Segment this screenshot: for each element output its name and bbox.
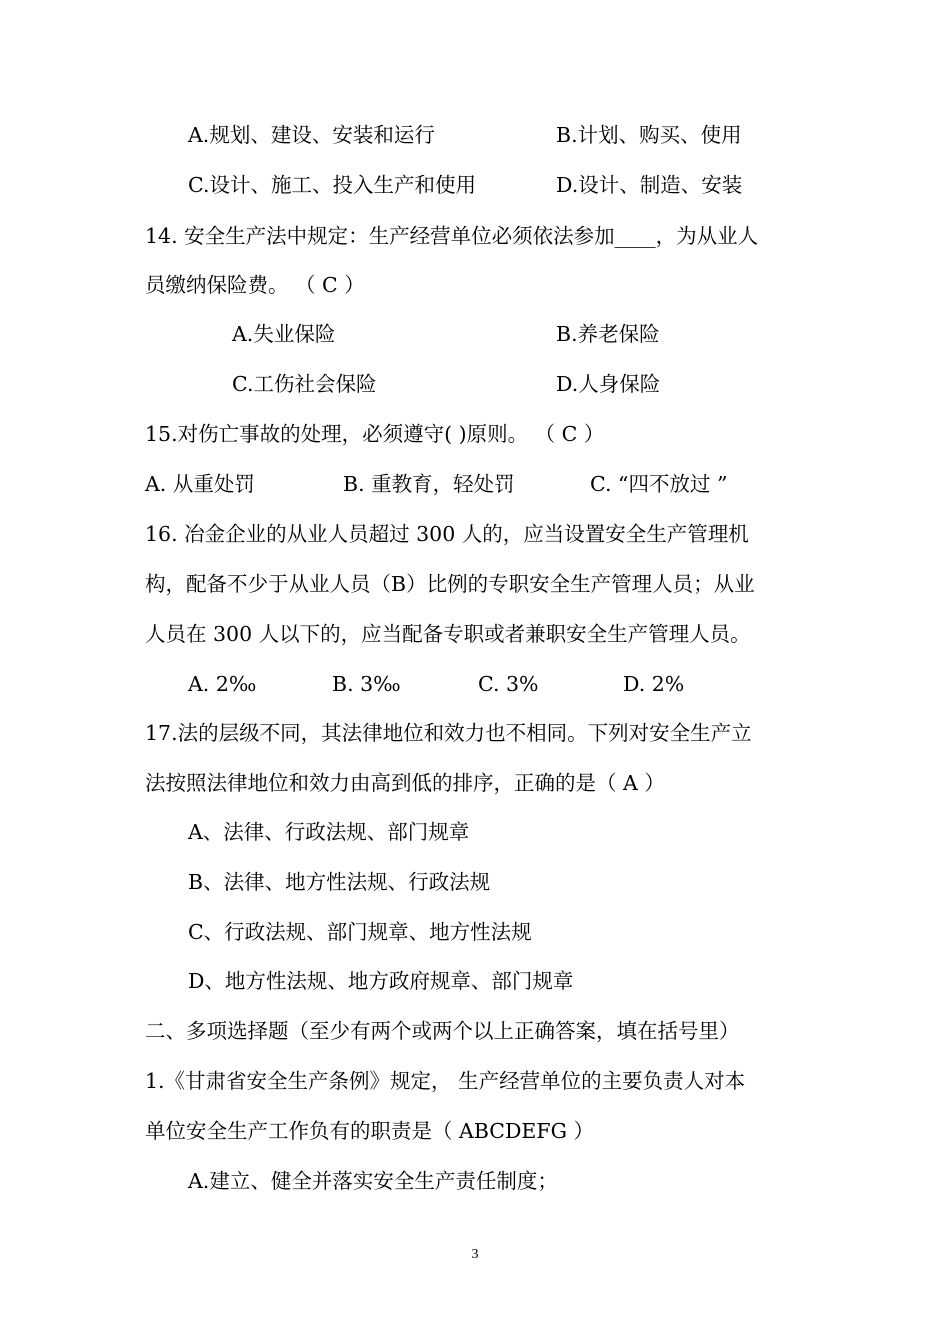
q14-option-b: B.养老保险 (556, 322, 660, 346)
q16-option-b: B. 3‰ (332, 672, 401, 696)
q17-option-d: D、地方性法规、地方政府规章、部门规章 (188, 969, 574, 993)
q15-option-a: A. 从重处罚 (145, 472, 255, 496)
q17-text-line1: 17.法的层级不同，其法律地位和效力也不相同。下列对安全生产立 (145, 721, 752, 745)
page-number: 3 (471, 1247, 479, 1262)
q13-option-b: B.计划、购买、使用 (556, 123, 742, 147)
q15-text-line1: 15.对伤亡事故的处理，必须遵守( )原则。 （ C ） (145, 422, 605, 446)
q14-option-d: D.人身保险 (556, 372, 661, 396)
section-heading: 二、多项选择题（至少有两个或两个以上正确答案，填在括号里） (145, 1019, 740, 1043)
q17-option-c: C、行政法规、部门规章、地方性法规 (188, 920, 532, 944)
q15-option-b: B. 重教育，轻处罚 (343, 472, 515, 496)
q15-option-c: C. “四不放过 ” (590, 472, 728, 496)
q16-option-d: D. 2% (623, 672, 685, 696)
q16-text-line1: 16. 冶金企业的从业人员超过 300 人的，应当设置安全生产管理机 (145, 522, 749, 546)
q17-option-b: B、法律、地方性法规、行政法规 (188, 870, 491, 894)
q14-option-a: A.失业保险 (232, 322, 336, 346)
mq1-text-line2: 单位安全生产工作负有的职责是（ ABCDEFG ） (145, 1119, 594, 1143)
q16-text-line3: 人员在 300 人以下的，应当配备专职或者兼职安全生产管理人员。 (145, 622, 751, 646)
q16-text-line2: 构，配备不少于从业人员（B）比例的专职安全生产管理人员；从业 (145, 572, 755, 596)
q13-option-a: A.规划、建设、安装和运行 (188, 123, 435, 147)
q13-option-c: C.设计、施工、投入生产和使用 (188, 173, 476, 197)
q16-option-a: A. 2‰ (188, 672, 257, 696)
q17-text-line2: 法按照法律地位和效力由高到低的排序，正确的是（ A ） (145, 771, 665, 795)
q13-option-d: D.设计、制造、安装 (556, 173, 743, 197)
q14-option-c: C.工伤社会保险 (232, 372, 377, 396)
q14-text-line2: 员缴纳保险费。 （ C ） (145, 273, 365, 297)
mq1-text-line1: 1.《甘肃省安全生产条例》规定， 生产经营单位的主要负责人对本 (145, 1069, 746, 1093)
q16-option-c: C. 3% (478, 672, 539, 696)
mq1-option-a: A.建立、健全并落实安全生产责任制度； (188, 1169, 558, 1193)
q14-text-line1: 14. 安全生产法中规定：生产经营单位必须依法参加____，为从业人 (145, 224, 759, 248)
q17-option-a: A、法律、行政法规、部门规章 (188, 820, 470, 844)
